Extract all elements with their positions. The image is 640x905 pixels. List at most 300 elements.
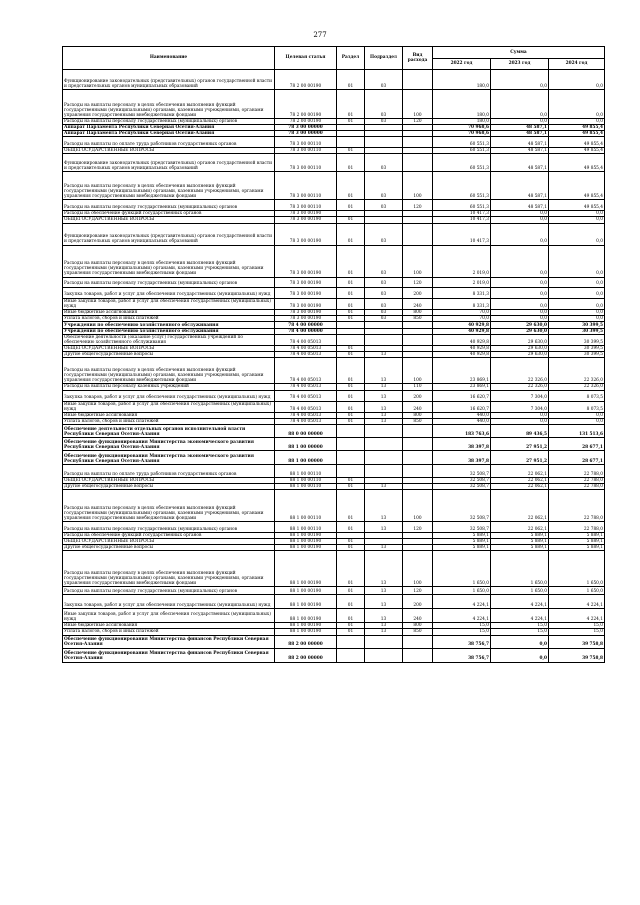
cell-section [337, 137, 365, 148]
cell-target-article: 78 4 00 05013 [275, 352, 337, 358]
cell-target-article: 78 4 00 05013 [275, 358, 337, 384]
cell-sum-2024: 0,0 [549, 119, 605, 125]
cell-name: Функционирование законодательных (представительных) органов государственной власти и представительных органов муниципальных образований [63, 154, 275, 172]
cell-section: 01 [337, 298, 365, 309]
cell-sum-2023: 27 951,2 [491, 450, 549, 464]
cell-target-article: 88 2 00 00000 [275, 648, 337, 662]
cell-subsection: 13 [365, 412, 403, 418]
cell-target-article: 78 3 00 00190 [275, 287, 337, 298]
cell-sum-2022: 4 224,1 [433, 595, 491, 609]
table-row [63, 90, 605, 119]
cell-sum-2022: 4 224,1 [433, 609, 491, 623]
cell-sum-2024: 0,0 [549, 217, 605, 223]
cell-subsection: 03 [365, 200, 403, 211]
cell-subsection: 13 [365, 483, 403, 489]
cell-target-article: 78 4 00 05013 [275, 335, 337, 346]
cell-section: 01 [337, 587, 365, 595]
cell-sum-2024: 22 788,0 [549, 522, 605, 533]
cell-sum-2024: 8 073,5 [549, 401, 605, 412]
cell-sum-2022: 2 019,0 [433, 245, 491, 277]
cell-sum-2024: 28 677,1 [549, 437, 605, 450]
cell-expense-type: 850 [403, 418, 433, 424]
cell-expense-type: 200 [403, 390, 433, 401]
cell-name: Закупка товаров, работ и услуг для обеспечения государственных (муниципальных) нужд [63, 390, 275, 401]
cell-sum-2024: 22 788,0 [549, 490, 605, 522]
cell-name: Расходы на выплаты персоналу в целях обеспечения выполнения функций государственными (муниципальными) органами, казенными учреждениями, органами управления государственными внебюджетными фондами [63, 358, 275, 384]
cell-name: Иные бюджетные ассигнования [63, 309, 275, 315]
cell-name: Расходы на выплаты персоналу в целях обеспечения выполнения функций государственными (муниципальными) органами, казенными учреждениями, органами управления государственными внебюджетными фондами [63, 90, 275, 119]
cell-name: Расходы на выплаты по оплате труда работников государственных органов [63, 137, 275, 148]
cell-section [337, 464, 365, 477]
cell-expense-type: 800 [403, 309, 433, 315]
cell-sum-2022: 40 929,8 [433, 335, 491, 346]
cell-sum-2022: 70,0 [433, 309, 491, 315]
cell-name: Обеспечение функционирования Министерства финансов Республики Северная Осетия-Алания [63, 648, 275, 662]
cell-sum-2022: 70 968,6 [433, 125, 491, 131]
cell-subsection: 03 [365, 70, 403, 90]
cell-sum-2022: 440,0 [433, 412, 491, 418]
cell-name: Функционирование законодательных (представительных) органов государственной власти и представительных органов муниципальных образований [63, 70, 275, 90]
cell-sum-2023: 22 062,1 [491, 490, 549, 522]
cell-target-article: 78 2 00 00190 [275, 70, 337, 90]
cell-sum-2023: 22 062,1 [491, 522, 549, 533]
cell-target-article: 88 1 00 00190 [275, 551, 337, 587]
cell-expense-type: 850 [403, 315, 433, 321]
cell-section: 01 [337, 309, 365, 315]
cell-sum-2022: 1 650,0 [433, 587, 491, 595]
cell-sum-2023: 4 224,1 [491, 609, 549, 623]
cell-target-article: 78 3 00 00110 [275, 154, 337, 172]
cell-name: Расходы на обеспечение функций государственных органов [63, 211, 275, 217]
cell-target-article: 78 3 00 00190 [275, 315, 337, 321]
cell-section: 01 [337, 629, 365, 635]
cell-sum-2022: 60 551,3 [433, 154, 491, 172]
cell-subsection [365, 450, 403, 464]
cell-sum-2023: 0,0 [491, 90, 549, 119]
cell-target-article: 88 1 00 00110 [275, 477, 337, 483]
table-row [63, 450, 605, 464]
cell-sum-2024: 49 855,4 [549, 200, 605, 211]
cell-sum-2022: 60 551,3 [433, 148, 491, 154]
cell-sum-2022: 5 889,1 [433, 539, 491, 545]
cell-sum-2023: 0,0 [491, 412, 549, 418]
table-row [63, 335, 605, 346]
cell-subsection: 03 [365, 119, 403, 125]
cell-section [337, 437, 365, 450]
cell-subsection: 13 [365, 587, 403, 595]
cell-target-article: 78 2 00 00190 [275, 119, 337, 125]
cell-sum-2024: 1 650,0 [549, 551, 605, 587]
cell-subsection: 13 [365, 545, 403, 551]
cell-subsection: 13 [365, 629, 403, 635]
cell-name: Закупка товаров, работ и услуг для обеспечения государственных (муниципальных) нужд [63, 595, 275, 609]
cell-sum-2024: 49 855,4 [549, 125, 605, 131]
cell-section: 01 [337, 609, 365, 623]
cell-sum-2024: 0,0 [549, 287, 605, 298]
cell-sum-2024: 22 326,0 [549, 358, 605, 384]
cell-sum-2024: 28 677,1 [549, 450, 605, 464]
cell-sum-2023: 29 630,0 [491, 328, 549, 334]
cell-target-article: 78 3 00 00190 [275, 211, 337, 217]
cell-subsection: 13 [365, 623, 403, 629]
cell-target-article: 78 3 00 00190 [275, 245, 337, 277]
cell-section: 01 [337, 119, 365, 125]
cell-sum-2023: 7 304,0 [491, 390, 549, 401]
cell-name: Расходы на выплаты персоналу в целях обеспечения выполнения функций государственными (муниципальными) органами, казенными учреждениями, органами управления государственными внебюджетными фондами [63, 245, 275, 277]
cell-expense-type: 200 [403, 595, 433, 609]
cell-sum-2022: 183 763,6 [433, 424, 491, 437]
cell-subsection: 03 [365, 223, 403, 245]
cell-sum-2022: 1 650,0 [433, 551, 491, 587]
cell-sum-2022: 32 508,7 [433, 490, 491, 522]
cell-section: 01 [337, 217, 365, 223]
cell-section: 01 [337, 418, 365, 424]
cell-subsection: 13 [365, 390, 403, 401]
cell-name: ОБЩЕГОСУДАРСТВЕННЫЕ ВОПРОСЫ [63, 539, 275, 545]
cell-name: Расходы на выплаты персоналу государственных (муниципальных) органов [63, 200, 275, 211]
cell-target-article: 78 3 00 00110 [275, 200, 337, 211]
cell-subsection: 13 [365, 490, 403, 522]
cell-sum-2023: 22 062,1 [491, 464, 549, 477]
cell-expense-type: 240 [403, 609, 433, 623]
cell-section: 01 [337, 545, 365, 551]
cell-sum-2024: 0,0 [549, 90, 605, 119]
table-row [63, 390, 605, 401]
cell-name: ОБЩЕГОСУДАРСТВЕННЫЕ ВОПРОСЫ [63, 148, 275, 154]
cell-expense-type [403, 223, 433, 245]
cell-section: 01 [337, 172, 365, 200]
table-row [63, 595, 605, 609]
cell-sum-2024: 22 788,0 [549, 483, 605, 489]
cell-sum-2022: 5 889,1 [433, 533, 491, 539]
cell-sum-2022: 32 508,7 [433, 464, 491, 477]
cell-sum-2024: 30 399,5 [549, 328, 605, 334]
table-row [63, 648, 605, 662]
table-row [63, 172, 605, 200]
cell-sum-2022: 180,0 [433, 90, 491, 119]
table-header [63, 47, 605, 70]
cell-expense-type: 100 [403, 358, 433, 384]
table-row [63, 522, 605, 533]
cell-sum-2023: 0,0 [491, 223, 549, 245]
cell-subsection: 03 [365, 309, 403, 315]
cell-name: Иные закупки товаров, работ и услуг для обеспечения государственных (муниципальных) нужд [63, 609, 275, 623]
cell-section: 01 [337, 483, 365, 489]
cell-sum-2023: 0,0 [491, 315, 549, 321]
cell-expense-type [403, 424, 433, 437]
cell-subsection [365, 424, 403, 437]
cell-sum-2024: 0,0 [549, 245, 605, 277]
cell-sum-2022: 38 756,7 [433, 635, 491, 648]
cell-name: ОБЩЕГОСУДАРСТВЕННЫЕ ВОПРОСЫ [63, 477, 275, 483]
cell-sum-2023: 48 587,1 [491, 137, 549, 148]
cell-name: Обеспечение деятельности отдельных органов исполнительной власти Республики Северная Осетия-Алания [63, 424, 275, 437]
cell-expense-type: 240 [403, 401, 433, 412]
cell-sum-2024: 49 855,4 [549, 172, 605, 200]
cell-section: 01 [337, 490, 365, 522]
cell-sum-2024: 0,0 [549, 277, 605, 287]
header-subsection: Подраздел [365, 47, 403, 70]
cell-sum-2024: 0,0 [549, 298, 605, 309]
cell-expense-type [403, 137, 433, 148]
cell-target-article: 88 1 00 00190 [275, 545, 337, 551]
cell-section [337, 321, 365, 328]
cell-sum-2024: 5 889,1 [549, 545, 605, 551]
cell-section: 01 [337, 277, 365, 287]
cell-sum-2023: 0,0 [491, 648, 549, 662]
cell-sum-2023: 48 587,1 [491, 200, 549, 211]
cell-target-article: 78 4 00 05013 [275, 412, 337, 418]
cell-sum-2024: 49 855,4 [549, 148, 605, 154]
cell-section: 01 [337, 384, 365, 390]
cell-name: Другие общегосударственные вопросы [63, 545, 275, 551]
cell-subsection: 13 [365, 595, 403, 609]
cell-subsection: 13 [365, 358, 403, 384]
cell-target-article: 78 3 00 00190 [275, 277, 337, 287]
cell-subsection: 03 [365, 298, 403, 309]
cell-sum-2023: 0,0 [491, 418, 549, 424]
cell-target-article: 88 0 00 00000 [275, 424, 337, 437]
cell-subsection [365, 335, 403, 346]
cell-name: Другие общегосударственные вопросы [63, 352, 275, 358]
cell-sum-2024: 0,0 [549, 309, 605, 315]
table-row [63, 223, 605, 245]
cell-target-article: 88 1 00 00190 [275, 623, 337, 629]
cell-name: Расходы на обеспечение функций государственных органов [63, 533, 275, 539]
cell-name: Закупка товаров, работ и услуг для обеспечения государственных (муниципальных) нужд [63, 287, 275, 298]
cell-sum-2024: 5 889,1 [549, 539, 605, 545]
table-row [63, 464, 605, 477]
page-number: 277 [313, 31, 327, 39]
cell-sum-2022: 23 869,1 [433, 384, 491, 390]
cell-target-article: 78 3 00 00190 [275, 223, 337, 245]
cell-sum-2022: 15,0 [433, 629, 491, 635]
cell-name: Обеспечение функционирования Министерства финансов Республики Северная Осетия-Алания [63, 635, 275, 648]
budget-table [62, 46, 605, 663]
cell-subsection [365, 635, 403, 648]
cell-sum-2024: 30 399,5 [549, 352, 605, 358]
cell-section: 01 [337, 401, 365, 412]
cell-sum-2023: 0,0 [491, 298, 549, 309]
cell-name: Обеспечение деятельности (оказание услуг) государственных учреждений по обеспечению хозяйственного обслуживания [63, 335, 275, 346]
cell-section: 01 [337, 70, 365, 90]
header-year-2022: 2022 год [433, 59, 491, 70]
cell-target-article: 88 2 00 00000 [275, 635, 337, 648]
cell-sum-2023: 22 326,0 [491, 384, 549, 390]
cell-expense-type: 110 [403, 384, 433, 390]
cell-sum-2022: 8 331,3 [433, 287, 491, 298]
cell-sum-2023: 22 062,1 [491, 483, 549, 489]
cell-sum-2023: 89 436,5 [491, 424, 549, 437]
cell-target-article: 78 4 00 00000 [275, 321, 337, 328]
cell-name: Уплата налогов, сборов и иных платежей [63, 315, 275, 321]
table-row [63, 200, 605, 211]
cell-expense-type: 240 [403, 298, 433, 309]
cell-subsection [365, 648, 403, 662]
cell-sum-2022: 70,0 [433, 315, 491, 321]
cell-subsection: 03 [365, 172, 403, 200]
cell-sum-2023: 48 587,1 [491, 172, 549, 200]
cell-target-article: 78 3 00 00000 [275, 125, 337, 131]
table-row [63, 609, 605, 623]
cell-sum-2024: 15,0 [549, 629, 605, 635]
cell-sum-2024: 22 788,0 [549, 477, 605, 483]
cell-sum-2023: 0,0 [491, 119, 549, 125]
cell-expense-type: 200 [403, 287, 433, 298]
cell-expense-type: 120 [403, 200, 433, 211]
cell-subsection: 13 [365, 522, 403, 533]
cell-sum-2022: 32 508,7 [433, 483, 491, 489]
cell-section [337, 648, 365, 662]
cell-sum-2023: 0,0 [491, 70, 549, 90]
cell-target-article: 78 3 00 00190 [275, 309, 337, 315]
cell-sum-2023: 0,0 [491, 211, 549, 217]
cell-name: ОБЩЕГОСУДАРСТВЕННЫЕ ВОПРОСЫ [63, 217, 275, 223]
cell-expense-type: 100 [403, 551, 433, 587]
cell-section [337, 335, 365, 346]
cell-target-article: 88 1 00 00190 [275, 539, 337, 545]
cell-section: 01 [337, 390, 365, 401]
cell-sum-2024: 49 855,4 [549, 131, 605, 137]
cell-subsection [365, 321, 403, 328]
cell-sum-2022: 40 929,8 [433, 328, 491, 334]
cell-name: Другие общегосударственные вопросы [63, 483, 275, 489]
cell-expense-type [403, 648, 433, 662]
header-name: Наименование [63, 47, 275, 70]
cell-target-article: 78 3 00 00110 [275, 148, 337, 154]
table-row [63, 358, 605, 384]
table-row [63, 490, 605, 522]
cell-name: Функционирование законодательных (представительных) органов государственной власти и представительных органов муниципальных образований [63, 223, 275, 245]
cell-sum-2022: 2 019,0 [433, 277, 491, 287]
cell-sum-2022: 23 869,1 [433, 358, 491, 384]
cell-name: Расходы на выплаты персоналу государственных (муниципальных) органов [63, 277, 275, 287]
cell-target-article: 88 1 00 00110 [275, 522, 337, 533]
header-section: Раздел [337, 47, 365, 70]
cell-sum-2022: 10 417,3 [433, 211, 491, 217]
cell-sum-2022: 40 929,8 [433, 321, 491, 328]
cell-sum-2022: 60 551,3 [433, 200, 491, 211]
cell-name: Аппарат Парламента Республики Северная Осетия-Алания [63, 131, 275, 137]
cell-sum-2023: 48 587,1 [491, 131, 549, 137]
cell-name: Аппарат Парламента Республики Северная Осетия-Алания [63, 125, 275, 131]
cell-name: Уплата налогов, сборов и иных платежей [63, 629, 275, 635]
cell-name: Обеспечение функционирования Министерства экономического развития Республики Северная Осетия-Алания [63, 450, 275, 464]
cell-sum-2023: 48 587,1 [491, 154, 549, 172]
cell-expense-type [403, 321, 433, 328]
cell-section: 01 [337, 223, 365, 245]
cell-sum-2023: 22 062,1 [491, 477, 549, 483]
cell-name: Расходы на выплаты персоналу в целях обеспечения выполнения функций государственными (муниципальными) органами, казенными учреждениями, органами управления государственными внебюджетными фондами [63, 490, 275, 522]
cell-subsection: 03 [365, 154, 403, 172]
cell-expense-type: 120 [403, 587, 433, 595]
cell-section: 01 [337, 595, 365, 609]
cell-expense-type: 100 [403, 490, 433, 522]
table-row [63, 154, 605, 172]
cell-expense-type [403, 450, 433, 464]
cell-sum-2024: 15,0 [549, 623, 605, 629]
cell-sum-2022: 40 929,8 [433, 352, 491, 358]
table-row [63, 245, 605, 277]
cell-sum-2024: 0,0 [549, 412, 605, 418]
cell-sum-2022: 16 620,7 [433, 390, 491, 401]
cell-sum-2023: 22 326,0 [491, 358, 549, 384]
cell-sum-2023: 29 630,0 [491, 346, 549, 352]
table-row [63, 298, 605, 309]
cell-name: Расходы на выплаты персоналу государственных (муниципальных) органов [63, 587, 275, 595]
cell-name: Иные бюджетные ассигнования [63, 412, 275, 418]
header-year-2023: 2023 год [491, 59, 549, 70]
cell-sum-2024: 0,0 [549, 315, 605, 321]
cell-target-article: 78 2 00 00190 [275, 90, 337, 119]
cell-sum-2023: 0,0 [491, 277, 549, 287]
cell-sum-2022: 40 929,8 [433, 346, 491, 352]
cell-sum-2022: 38 397,8 [433, 437, 491, 450]
cell-target-article: 78 3 00 00110 [275, 137, 337, 148]
cell-sum-2022: 180,0 [433, 70, 491, 90]
cell-sum-2022: 70 968,6 [433, 131, 491, 137]
cell-section: 01 [337, 352, 365, 358]
table-row [63, 424, 605, 437]
cell-target-article: 78 4 00 05013 [275, 390, 337, 401]
cell-expense-type: 100 [403, 90, 433, 119]
cell-expense-type [403, 437, 433, 450]
cell-sum-2023: 29 630,0 [491, 352, 549, 358]
cell-section: 01 [337, 477, 365, 483]
table-body [63, 70, 605, 663]
cell-sum-2022: 60 551,3 [433, 137, 491, 148]
cell-name: Иные бюджетные ассигнования [63, 623, 275, 629]
cell-sum-2022: 180,0 [433, 119, 491, 125]
table-row [63, 437, 605, 450]
cell-sum-2023: 29 630,0 [491, 335, 549, 346]
header-expense-type: Вид расхода [403, 47, 433, 70]
cell-expense-type: 120 [403, 522, 433, 533]
cell-name: Расходы на выплаты персоналу казенных учреждений [63, 384, 275, 390]
cell-section [337, 450, 365, 464]
cell-expense-type [403, 635, 433, 648]
cell-subsection: 03 [365, 245, 403, 277]
cell-section: 01 [337, 315, 365, 321]
cell-target-article: 78 3 00 00190 [275, 217, 337, 223]
cell-subsection: 13 [365, 401, 403, 412]
cell-target-article: 88 1 00 00000 [275, 437, 337, 450]
cell-sum-2024: 0,0 [549, 418, 605, 424]
cell-sum-2024: 49 855,4 [549, 137, 605, 148]
cell-subsection: 03 [365, 315, 403, 321]
cell-section: 01 [337, 346, 365, 352]
cell-subsection: 03 [365, 287, 403, 298]
cell-expense-type: 850 [403, 629, 433, 635]
cell-expense-type: 100 [403, 172, 433, 200]
cell-name: Учреждения по обеспечению хозяйственного обслуживания [63, 328, 275, 334]
cell-sum-2024: 49 855,4 [549, 154, 605, 172]
cell-sum-2022: 38 397,8 [433, 450, 491, 464]
cell-sum-2022: 8 331,3 [433, 298, 491, 309]
table-row [63, 635, 605, 648]
cell-expense-type [403, 335, 433, 346]
cell-name: Расходы на выплаты персоналу в целях обеспечения выполнения функций государственными (муниципальными) органами, казенными учреждениями, органами управления государственными внебюджетными фондами [63, 551, 275, 587]
cell-sum-2023: 0,0 [491, 217, 549, 223]
cell-section: 01 [337, 551, 365, 587]
cell-sum-2024: 30 399,5 [549, 346, 605, 352]
cell-section: 01 [337, 154, 365, 172]
cell-section: 01 [337, 539, 365, 545]
cell-sum-2024: 1 650,0 [549, 587, 605, 595]
cell-sum-2024: 0,0 [549, 211, 605, 217]
cell-sum-2023: 0,0 [491, 635, 549, 648]
cell-name: Расходы на выплаты персоналу государственных (муниципальных) органов [63, 522, 275, 533]
